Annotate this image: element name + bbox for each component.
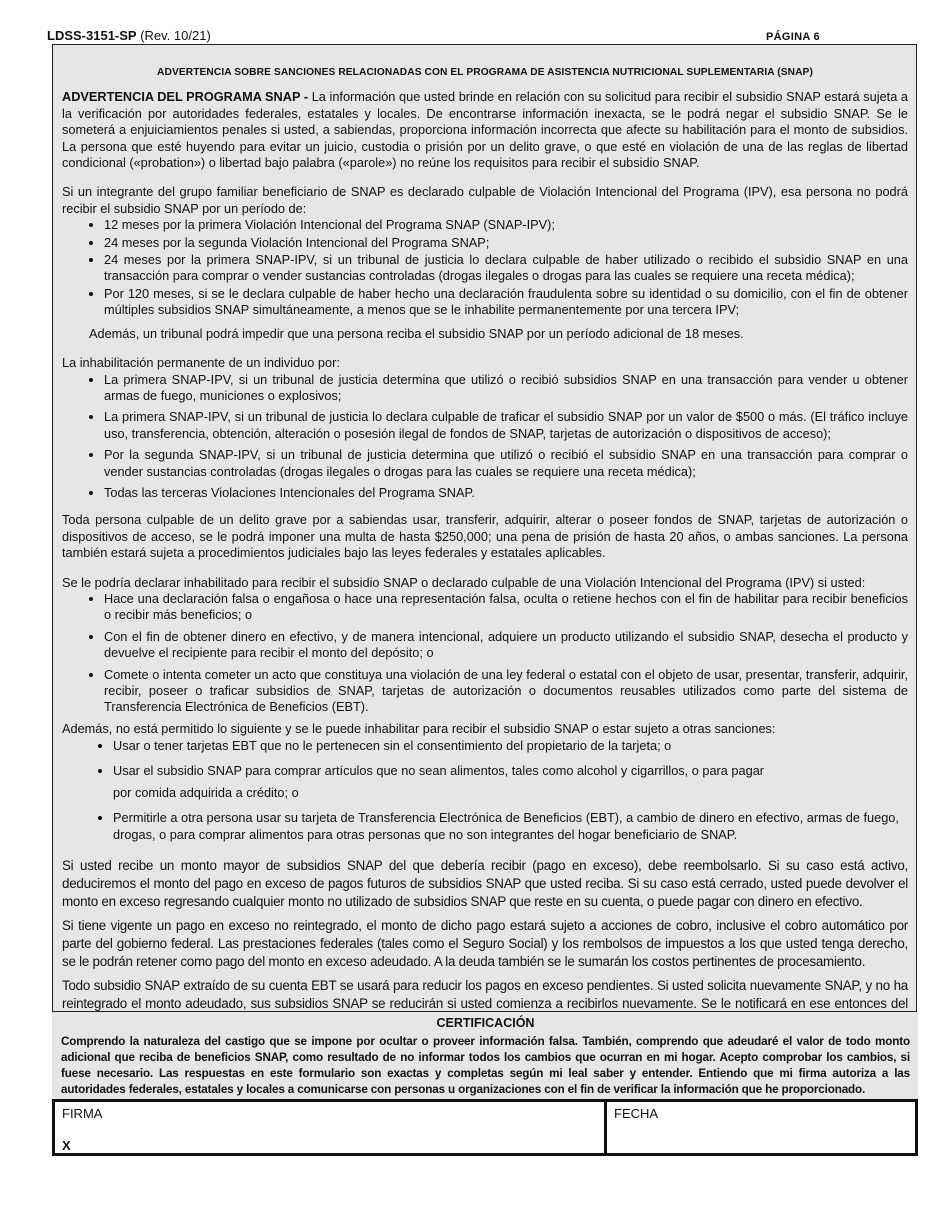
list-item: • Por 120 meses, si se le declara culpable de haber hecho una declaración fraudulenta sobre su identidad o su domicilio, con el fin de obtener múltiples subsidios SNAP simultáneamente, a menos que se le inhabilite permanentemente por una tercera IPV;: [104, 286, 908, 319]
section-title: ADVERTENCIA SOBRE SANCIONES RELACIONADAS CON EL PROGRAMA DE ASISTENCIA NUTRICIONAL SUPLEMENTARIA (SNAP): [157, 67, 813, 78]
list-item: • 12 meses por la primera Violación Intencional del Programa SNAP (SNAP-IPV);: [104, 217, 908, 233]
disqualification-list: [62, 591, 908, 716]
date-label: FECHA: [614, 1106, 659, 1121]
list-item: • La primera SNAP-IPV, si un tribunal de justicia lo declara culpable de traficar el subsidio SNAP por un valor de $500 o más. (El tráfico incluye uso, transferencia, obtención, alteración o posesión ilegal de fondos de SNAP, tarjetas de autorización o dispositivos de acceso);: [104, 409, 908, 442]
list-item: • Todas las terceras Violaciones Intencionales del Programa SNAP.: [104, 485, 908, 501]
list-item: • Con el fin de obtener dinero en efectivo, y de manera intencional, adquiere un producto utilizando el subsidio SNAP, desecha el producto y devuelve el recipiente para recibir el monto del depósito; o: [104, 629, 908, 662]
list-item: • Usar o tener tarjetas EBT que no le pertenecen sin el consentimiento del propietario de la tarjeta; o: [113, 737, 908, 754]
form-code: LDSS-3151-SP: [47, 28, 137, 43]
other-sanctions-intro: Además, no está permitido lo siguiente y se le puede inhabilitar para recibir el subsidio SNAP o estar sujeto a otras sanciones:: [62, 720, 776, 736]
permanent-list: [62, 372, 908, 502]
felony-paragraph: Toda persona culpable de un delito grave por a sabiendas usar, transferir, adquirir, alterar o poseer fondos de SNAP, tarjetas de autorización o dispositivos de acceso, se le podrá imponer una multa de hasta $250,000; una pena de prisión de hasta 20 años, o ambas sanciones. La persona también estará sujeta a procedimientos judiciales bajo las leyes federales y estatales aplicables.: [62, 512, 908, 561]
ebt-paragraph: Todo subsidio SNAP extraído de su cuenta EBT se usará para reducir los pagos en exceso pendientes. Si usted solicita nuevamente SNAP, y no ha reintegrado el monto adeudado, sus subsidios SNAP se reducirán si usted comienza a recibirlos nuevamente. Se le notificará en ese entonces del: [62, 978, 908, 1012]
snap-warning-paragraph: [62, 89, 908, 171]
list-item: • Hace una declaración falsa o engañosa o hace una representación falsa, oculta o retiene hechos con el fin de habilitar para recibir beneficios o recibir más beneficios; o: [104, 591, 908, 624]
list-item: • La primera SNAP-IPV, si un tribunal de justicia determina que utilizó o recibió subsidios SNAP en una transacción para vender u obtener armas de fuego, municiones o explosivos;: [104, 372, 908, 405]
list-item: • Por la segunda SNAP-IPV, si un tribunal de justicia determina que utilizó o recibió el subsidio SNAP en una transacción para comprar o vender sustancias controladas (drogas ilegales o drogas para las cuales se requiere una receta médica);: [104, 447, 908, 480]
disqualification-intro: Se le podría declarar inhabilitado para recibir el subsidio SNAP o declarado culpable de una Violación Intencional del Programa (IPV) si usted:: [62, 574, 866, 590]
form-revision: (Rev. 10/21): [140, 28, 211, 43]
permanent-intro: La inhabilitación permanente de un individuo por:: [62, 355, 340, 371]
list-item-continuation: por comida adquirida a crédito; o: [113, 785, 299, 801]
overpayment-paragraph: Si usted recibe un monto mayor de subsidios SNAP del que debería recibir (pago en exceso), debe reembolsarlo. Si su caso está activo, deduciremos el monto del pago en exceso de pagos futuros de subsidios SNAP que usted reciba. Si su caso está cerrado, usted puede devolver el monto en exceso regresando cualquier monto no utilizado de subsidios SNAP que reste en su cuenta, o puede pagar con dinero en efectivo.: [62, 858, 908, 910]
ipv-intro: Si un integrante del grupo familiar beneficiario de SNAP es declarado culpable de Violación Intencional del Programa (IPV), esa persona no podrá recibir el subsidio SNAP por un período de:: [62, 184, 908, 216]
list-item-line: Usar el subsidio SNAP para comprar artículos que no sean alimentos, tales como alcohol y cigarrillos, o para pagar: [113, 763, 765, 779]
collection-paragraph: Si tiene vigente un pago en exceso no reintegrado, el monto de dicho pago estará sujeto a acciones de cobro, inclusive el cobro automático por parte del gobierno federal. Las prestaciones federales (tales como el Seguro Social) y los rembolsos de impuestos a los que usted tenga derecho, se le podrán retener como pago del monto en exceso adeudado. A la deuda también se le sumarán los costos pertinentes de procesamiento.: [62, 918, 908, 970]
list-item: • 24 meses por la segunda Violación Intencional del Programa SNAP;: [104, 235, 908, 251]
signature-field[interactable]: [55, 1102, 607, 1153]
signature-x-mark: X: [62, 1138, 71, 1153]
other-sanctions-list: [62, 737, 908, 843]
signature-row: [52, 1099, 918, 1156]
list-item: • 24 meses por la primera SNAP-IPV, si un tribunal de justicia lo declara culpable de haber utilizado o recibido el subsidio SNAP en una transacción para comprar o vender sustancias controladas (drogas ilegales o drogas para las cuales se requiere una receta médica);: [104, 252, 908, 285]
certification-title: CERTIFICACIÓN: [436, 1016, 535, 1030]
list-item: • Comete o intenta cometer un acto que constituya una violación de una ley federal o estatal con el objeto de usar, presentar, transferir, adquirir, recibir, poseer o traficar subsidios de SNAP, tarjetas de autorización o documentos reusables utilizados como parte del sistema de Transferencia Electrónica de Beneficios (EBT).: [104, 667, 908, 716]
certification-text: Comprendo la naturaleza del castigo que se impone por ocultar o proveer información falsa. También, comprendo que adeudaré el valor de todo monto adicional que reciba de beneficios SNAP, como resultado de no informar todos los cambios que ocurran en mi hogar. Acepto comprobar los cambios, si fuese necesario. Las respuestas en este formulario son exactas y completas según mi leal saber y entender. Entiendo que mi firma autoriza a las autoridades federales, estatales y locales a comunicarse con personas u organizaciones con el fin de verificar la información que he proporcionado.: [61, 1035, 910, 1096]
warning-lead: ADVERTENCIA DEL PROGRAMA SNAP -: [62, 89, 312, 105]
page-number: PÁGINA 6: [766, 31, 820, 43]
list-item: • Permitirle a otra persona usar su tarjeta de Transferencia Electrónica de Beneficios (EBT), a cambio de dinero en efectivo, armas de fuego, drogas, o para comprar alimentos para otras personas que no son integrantes del hogar beneficiario de SNAP.: [113, 809, 908, 843]
form-identifier: [47, 28, 211, 43]
sanctions-warning-section: [52, 44, 917, 1012]
date-field[interactable]: [607, 1102, 915, 1153]
certification-section: [52, 1012, 918, 1100]
warning-text: La información que usted brinde en relación con su solicitud para recibir el subsidio SNAP estará sujeta a la verificación por autoridades federales, estatales y locales. De encontrarse información inexacta, se le podrá negar el subsidio SNAP. Se le someterá a enjuiciamientos penales si usted, a sabiendas, proporciona información incorrecta que afecte su habilitación para el monto de subsidios. La persona que esté huyendo para evitar un juicio, custodia o prisión por un delito grave, o que esté en violación de una de las reglas de libertad condicional («probation») o libertad bajo palabra («parole») no reúne los requisitos para recibir el subsidio SNAP.: [62, 89, 908, 171]
ipv-period-list: [62, 217, 908, 318]
signature-label: FIRMA: [62, 1106, 103, 1121]
ipv-additional: Además, un tribunal podrá impedir que una persona reciba el subsidio SNAP por un período adicional de 18 meses.: [89, 325, 744, 341]
list-item: [113, 762, 908, 801]
